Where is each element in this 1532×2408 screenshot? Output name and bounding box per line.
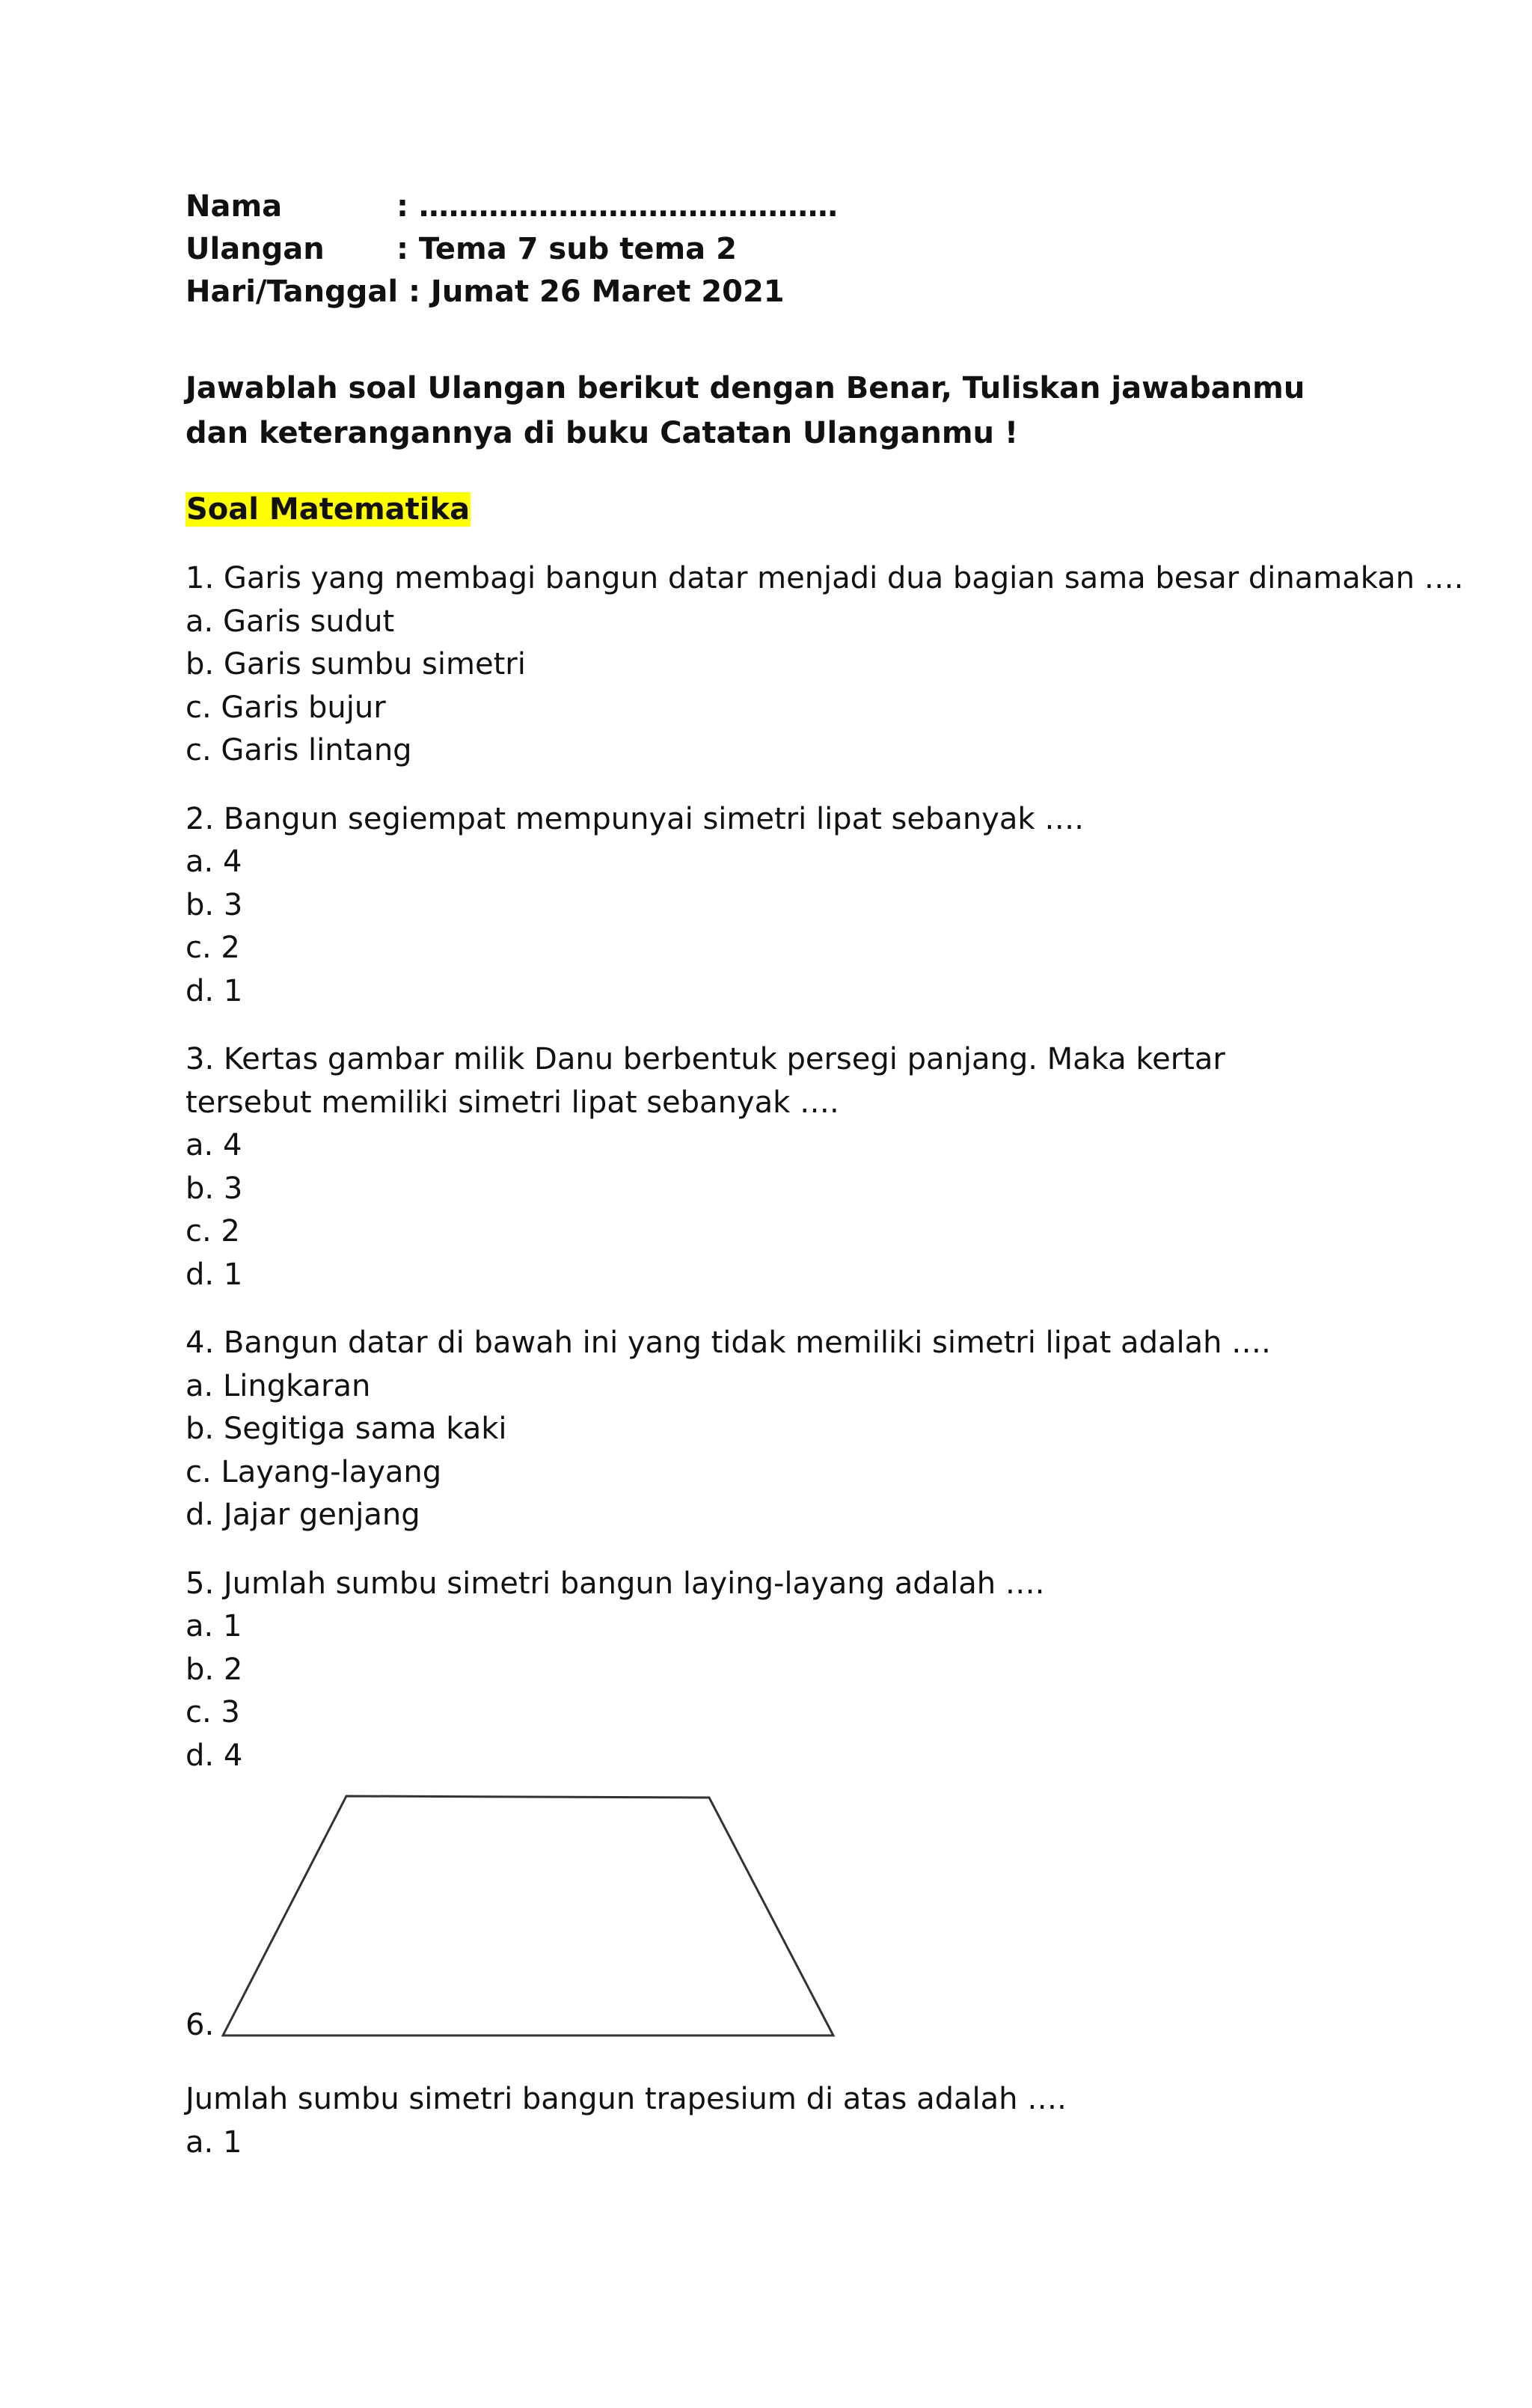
section-title: [186, 487, 1352, 532]
nama-value: : ……………………………………: [396, 189, 838, 224]
section-title-highlight: Soal Matematika: [186, 492, 471, 527]
question-option: b. Garis sumbu simetri: [186, 647, 526, 681]
nama-row: [186, 186, 1352, 228]
question-option: a. Garis sudut: [186, 604, 395, 639]
question-option: d. Jajar genjang: [186, 1498, 420, 1532]
ulangan-value: : Tema 7 sub tema 2: [396, 232, 737, 266]
question-option: c. Garis bujur: [186, 690, 386, 725]
question-5: [186, 1563, 1352, 1778]
question-stem: 2. Bangun segiempat mempunyai simetri lipat sebanyak ….: [186, 801, 1084, 836]
question-option: b. 3: [186, 887, 243, 922]
question-option: a. 4: [186, 1128, 242, 1162]
question-option: c. 2: [186, 1214, 240, 1249]
question-option: c. Garis lintang: [186, 733, 412, 768]
nama-label: Nama: [186, 189, 283, 224]
question-stem: 1. Garis yang membagi bangun datar menjadi dua bagian sama besar dinamakan ….: [186, 561, 1464, 595]
question-1: [186, 557, 1464, 773]
question-2: [186, 798, 1352, 1014]
question-stem: 4. Bangun datar di bawah ini yang tidak memiliki simetri lipat adalah ….: [186, 1326, 1271, 1360]
question-option: b. Segitiga sama kaki: [186, 1412, 507, 1446]
question-4: [186, 1322, 1352, 1537]
ulangan-label: Ulangan: [186, 232, 325, 266]
question-option: c. Layang-layang: [186, 1454, 442, 1489]
question-option: a. Lingkaran: [186, 1368, 371, 1403]
question-6: [186, 2078, 1352, 2164]
instruction-text: Jawablah soal Ulangan berikut dengan Benar, Tuliskan jawabanmu dan keterangannya di buku Catatan Ulanganmu !: [186, 371, 1305, 450]
question-option: b. 2: [186, 1652, 243, 1687]
question-option: a. 4: [186, 845, 242, 879]
question-3: [186, 1038, 1352, 1296]
question-option: c. 3: [186, 1695, 240, 1730]
hari-tanggal-text: Hari/Tanggal : Jumat 26 Maret 2021: [186, 275, 785, 309]
question-option: b. 3: [186, 1171, 243, 1206]
question-option: d. 1: [186, 1257, 243, 1292]
question-option: a. 1: [186, 2124, 242, 2160]
trapezoid-shape: [223, 1796, 833, 2035]
question-stem: Jumlah sumbu simetri bangun trapesium di atas adalah ….: [186, 2082, 1067, 2116]
question-option: a. 1: [186, 1609, 242, 1643]
worksheet-content: [186, 186, 1464, 2164]
question-6-number: 6.: [186, 2008, 215, 2042]
question-stem: 5. Jumlah sumbu simetri bangun laying-layang adalah ….: [186, 1566, 1045, 1601]
question-6-figure: [186, 1786, 1352, 2048]
hari-tanggal-row: [186, 271, 1352, 313]
question-option: d. 4: [186, 1738, 243, 1773]
question-stem: 3. Kertas gambar milik Danu berbentuk persegi panjang. Maka kertar tersebut memiliki simetri lipat sebanyak ….: [186, 1042, 1225, 1120]
trapezoid-figure: [221, 1786, 842, 2048]
question-option: d. 1: [186, 973, 243, 1008]
question-option: c. 2: [186, 931, 240, 965]
ulangan-row: [186, 228, 1352, 271]
